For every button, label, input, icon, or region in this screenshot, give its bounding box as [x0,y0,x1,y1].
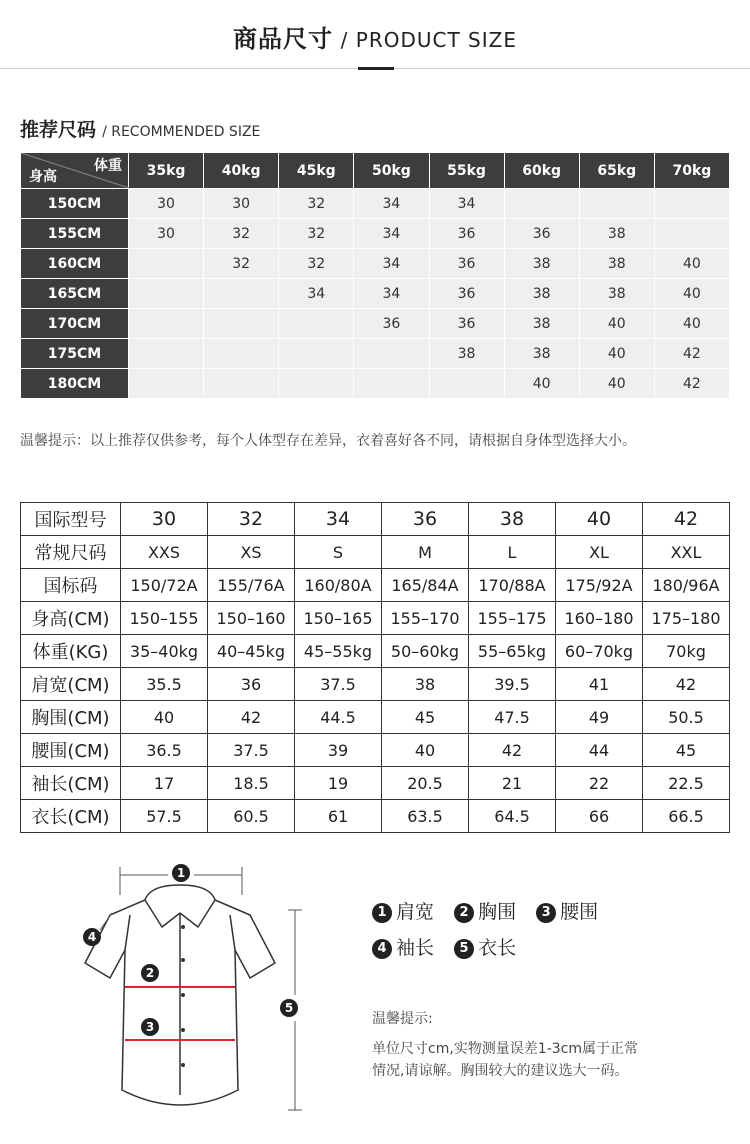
recommend-size-cell: 40 [504,369,579,399]
recommend-size-cell [129,249,204,279]
legend-item-waist: 3 腰围 [536,898,598,926]
size-spec-label: 腰围(CM) [21,734,121,767]
recommend-size-cell [279,339,354,369]
size-spec-cell: 45 [382,701,469,734]
corner-height-label: 身高 [29,169,57,185]
weight-header: 55kg [429,153,504,189]
size-spec-cell: 37.5 [208,734,295,767]
size-spec-cell: 42 [643,503,730,536]
size-spec-row [21,701,730,734]
weight-header: 45kg [279,153,354,189]
note-title: 温馨提示: [372,1011,433,1027]
size-spec-cell: 39 [295,734,382,767]
recommend-size-cell: 40 [579,369,654,399]
marker-1-label: 1 [176,866,186,880]
page-title-en: / PRODUCT SIZE [340,28,517,52]
size-spec-cell: 165/84A [382,569,469,602]
size-spec-row [21,536,730,569]
size-spec-cell: XL [556,536,643,569]
recommend-size-cell: 30 [129,219,204,249]
size-spec-label: 体重(KG) [21,635,121,668]
height-label: 150CM [21,189,129,219]
size-spec-cell: 36 [382,503,469,536]
size-spec-cell: 155–170 [382,602,469,635]
note-line: 单位尺寸cm,实物测量误差1-3cm属于正常 [372,1041,638,1057]
marker-5-label: 5 [284,1001,294,1015]
recommend-size-cell: 34 [354,249,429,279]
size-spec-label: 袖长(CM) [21,767,121,800]
size-spec-cell: 30 [121,503,208,536]
size-spec-label: 胸围(CM) [21,701,121,734]
recommend-size-cell: 36 [429,309,504,339]
size-spec-cell: 17 [121,767,208,800]
recommended-size-title-zh: 推荐尺码 [20,119,97,141]
recommend-size-cell: 30 [129,189,204,219]
recommend-size-cell: 40 [579,309,654,339]
size-spec-cell: 150–165 [295,602,382,635]
size-spec-cell: 42 [643,668,730,701]
recommend-size-cell: 38 [504,249,579,279]
recommended-size-body [21,189,730,399]
marker-4-label: 4 [87,930,97,944]
recommend-size-cell: 40 [654,309,729,339]
recommend-size-cell [204,339,279,369]
size-spec-cell: 155/76A [208,569,295,602]
size-spec-cell: 45 [643,734,730,767]
recommend-size-cell: 32 [279,249,354,279]
size-spec-cell: 70kg [643,635,730,668]
recommend-row [21,309,730,339]
recommendation-tip: 温馨提示：以上推荐仅供参考，每个人体型存在差异，衣着喜好各不同，请根据自身体型选择大小。 [20,433,636,449]
size-spec-cell: 155–175 [469,602,556,635]
recommend-row [21,339,730,369]
corner-weight-label: 体重 [94,158,122,174]
size-spec-row [21,602,730,635]
recommend-size-cell [279,369,354,399]
size-spec-cell: 22.5 [643,767,730,800]
recommend-size-cell [129,339,204,369]
size-spec-cell: 40–45kg [208,635,295,668]
recommend-size-cell: 34 [354,279,429,309]
size-spec-cell: 35.5 [121,668,208,701]
size-spec-cell: 39.5 [469,668,556,701]
size-spec-cell: 38 [469,503,556,536]
recommend-size-cell: 36 [429,279,504,309]
size-spec-cell: 47.5 [469,701,556,734]
size-spec-cell: 37.5 [295,668,382,701]
size-spec-cell: XXL [643,536,730,569]
height-label: 170CM [21,309,129,339]
size-spec-cell: L [469,536,556,569]
recommend-size-cell [279,309,354,339]
height-label: 175CM [21,339,129,369]
recommend-size-cell: 38 [504,279,579,309]
legend-item-shoulder: 1 肩宽 [372,898,434,926]
size-spec-cell: 175–180 [643,602,730,635]
weight-header-row [21,153,730,189]
recommend-row [21,219,730,249]
size-spec-cell: 35–40kg [121,635,208,668]
recommend-row [21,189,730,219]
measurement-note [372,1008,732,1082]
size-spec-cell: 41 [556,668,643,701]
recommend-size-cell: 38 [504,309,579,339]
recommend-size-cell [204,369,279,399]
size-spec-cell: 60–70kg [556,635,643,668]
recommend-size-cell: 38 [429,339,504,369]
size-spec-row [21,668,730,701]
recommend-size-cell: 34 [354,219,429,249]
recommend-size-cell [204,279,279,309]
recommend-size-cell: 36 [354,309,429,339]
recommend-size-cell [129,279,204,309]
measurement-legend [372,898,612,970]
weight-header: 65kg [579,153,654,189]
size-spec-label: 衣长(CM) [21,800,121,833]
recommend-size-cell: 38 [579,249,654,279]
height-label: 180CM [21,369,129,399]
size-spec-cell: 19 [295,767,382,800]
size-spec-cell: 36.5 [121,734,208,767]
weight-header: 35kg [129,153,204,189]
recommend-row [21,369,730,399]
size-spec-cell: 160/80A [295,569,382,602]
size-spec-row [21,635,730,668]
size-spec-cell: 22 [556,767,643,800]
recommend-size-cell [654,219,729,249]
recommend-size-cell: 38 [579,279,654,309]
size-spec-cell: 57.5 [121,800,208,833]
size-spec-cell: 44 [556,734,643,767]
size-spec-cell: 150/72A [121,569,208,602]
legend-item-chest: 2 胸围 [454,898,516,926]
recommend-size-cell: 34 [354,189,429,219]
shirt-icon [70,855,330,1120]
weight-header: 70kg [654,153,729,189]
recommend-size-cell: 40 [654,279,729,309]
legend-row [372,934,612,970]
size-spec-cell: 42 [469,734,556,767]
size-spec-label: 肩宽(CM) [21,668,121,701]
recommend-size-cell: 42 [654,339,729,369]
size-spec-cell: 45–55kg [295,635,382,668]
size-spec-cell: 180/96A [643,569,730,602]
size-spec-row [21,503,730,536]
size-spec-cell: 34 [295,503,382,536]
size-spec-cell: 175/92A [556,569,643,602]
size-spec-cell: 66 [556,800,643,833]
size-spec-cell: 60.5 [208,800,295,833]
size-spec-cell: 150–160 [208,602,295,635]
recommend-size-cell: 34 [279,279,354,309]
recommend-size-cell [354,339,429,369]
recommend-size-cell: 42 [654,369,729,399]
size-spec-label: 身高(CM) [21,602,121,635]
size-spec-cell: M [382,536,469,569]
recommend-row [21,279,730,309]
recommend-row [21,249,730,279]
size-spec-cell: 50–60kg [382,635,469,668]
recommend-size-cell: 36 [504,219,579,249]
height-label: 155CM [21,219,129,249]
size-spec-label: 国际型号 [21,503,121,536]
note-body [372,1038,732,1082]
recommend-size-cell [129,369,204,399]
recommend-size-cell [579,189,654,219]
recommend-size-cell: 32 [279,219,354,249]
size-spec-cell: 40 [556,503,643,536]
size-spec-cell: 64.5 [469,800,556,833]
size-spec-cell: 50.5 [643,701,730,734]
size-spec-cell: 63.5 [382,800,469,833]
recommend-size-cell: 32 [204,219,279,249]
page-title [0,24,750,55]
size-spec-cell: 20.5 [382,767,469,800]
size-spec-cell: S [295,536,382,569]
legend-row [372,898,612,934]
recommended-size-title-en: / RECOMMENDED SIZE [102,124,261,140]
size-spec-cell: 36 [208,668,295,701]
recommend-size-cell [654,189,729,219]
weight-header: 50kg [354,153,429,189]
size-spec-cell: XXS [121,536,208,569]
size-spec-row [21,767,730,800]
note-line: 情况,请谅解。胸围较大的建议选大一码。 [372,1063,629,1079]
page-header [0,0,750,70]
recommend-size-cell: 32 [279,189,354,219]
recommend-size-cell [354,369,429,399]
height-label: 165CM [21,279,129,309]
recommend-size-cell: 32 [204,249,279,279]
size-spec-cell: 55–65kg [469,635,556,668]
recommend-size-cell: 36 [429,249,504,279]
size-spec-cell: 44.5 [295,701,382,734]
recommended-size-title [20,118,260,144]
size-spec-label: 国标码 [21,569,121,602]
header-underline-mark [358,67,394,70]
page-title-zh: 商品尺寸 [233,25,334,53]
recommend-size-cell: 38 [579,219,654,249]
legend-item-length: 5 衣长 [454,934,516,962]
size-spec-cell: 40 [382,734,469,767]
size-spec-cell: 61 [295,800,382,833]
recommend-size-cell: 38 [504,339,579,369]
size-spec-cell: XS [208,536,295,569]
legend-item-sleeve: 4 袖长 [372,934,434,962]
size-spec-cell: 160–180 [556,602,643,635]
recommend-size-cell: 30 [204,189,279,219]
recommend-size-cell: 40 [654,249,729,279]
size-spec-cell: 21 [469,767,556,800]
recommend-size-cell [129,309,204,339]
marker-2-label: 2 [145,966,155,980]
height-label: 160CM [21,249,129,279]
table-corner-cell [21,153,129,189]
recommend-size-cell [204,309,279,339]
size-spec-row [21,800,730,833]
size-spec-row [21,734,730,767]
size-spec-cell: 40 [121,701,208,734]
size-spec-cell: 42 [208,701,295,734]
size-spec-table [20,502,730,833]
marker-3-label: 3 [145,1020,155,1034]
size-spec-cell: 32 [208,503,295,536]
shirt-diagram [70,855,330,1120]
recommended-size-table [20,152,730,399]
size-spec-cell: 170/88A [469,569,556,602]
recommend-size-cell [429,369,504,399]
weight-header: 60kg [504,153,579,189]
recommend-size-cell: 36 [429,219,504,249]
recommend-size-cell: 40 [579,339,654,369]
size-spec-cell: 38 [382,668,469,701]
size-spec-row [21,569,730,602]
size-spec-cell: 150–155 [121,602,208,635]
weight-header: 40kg [204,153,279,189]
recommend-size-cell [504,189,579,219]
size-spec-cell: 66.5 [643,800,730,833]
size-spec-label: 常规尺码 [21,536,121,569]
size-spec-cell: 49 [556,701,643,734]
size-spec-body [21,503,730,833]
size-spec-cell: 18.5 [208,767,295,800]
recommend-size-cell: 34 [429,189,504,219]
